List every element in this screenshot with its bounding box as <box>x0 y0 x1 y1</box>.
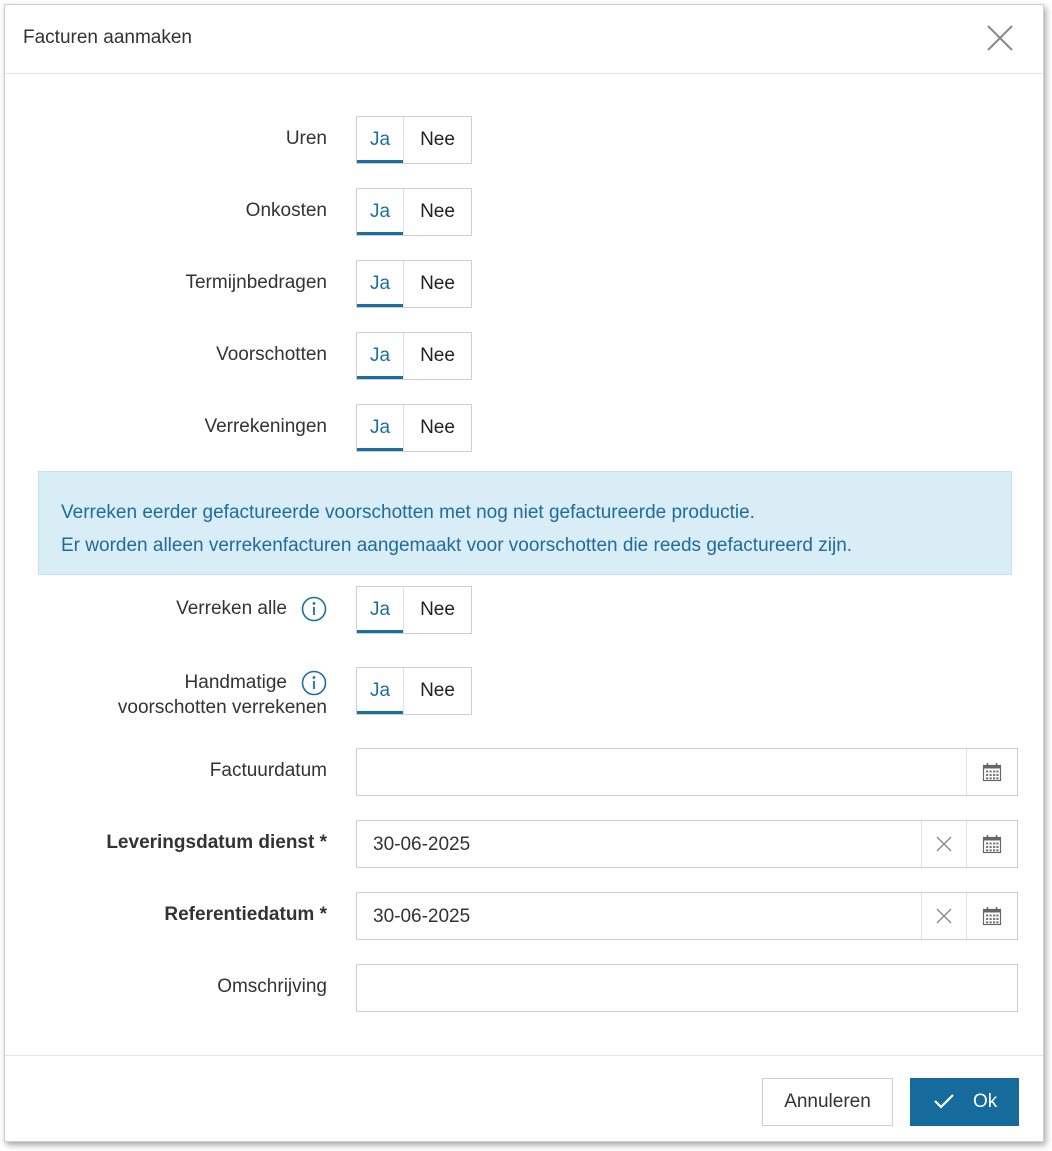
toggle-yes-option[interactable]: Ja <box>357 117 404 163</box>
field-row-reference-date <box>5 892 1045 940</box>
toggle-no-option[interactable]: Nee <box>420 273 455 294</box>
toggle-label: Uren <box>285 128 327 149</box>
toggle-label: Onkosten <box>245 200 327 221</box>
toggle-no-option[interactable]: Nee <box>420 599 455 620</box>
delivery-date-input[interactable] <box>356 820 1018 868</box>
calendar-icon <box>982 762 1002 782</box>
dialog-header <box>5 5 1043 74</box>
clear-icon <box>936 836 952 852</box>
clear-button[interactable] <box>921 893 966 939</box>
info-icon[interactable] <box>301 670 327 696</box>
field-label: Omschrijving <box>217 976 327 997</box>
clear-button[interactable] <box>921 821 966 867</box>
close-icon <box>985 23 1015 53</box>
yes-no-toggle <box>356 260 472 308</box>
toggle-row-handmatige-voorschotten <box>5 667 1045 727</box>
reference-date-input[interactable] <box>356 892 1018 940</box>
yes-no-toggle <box>356 332 472 380</box>
toggle-row-uren <box>5 116 1045 164</box>
ok-button[interactable] <box>910 1078 1019 1126</box>
field-value: 30-06-2025 <box>373 834 471 855</box>
toggle-label: Verreken alle <box>176 598 287 619</box>
toggle-yes-option[interactable]: Ja <box>357 333 404 379</box>
toggle-row-termijnbedragen <box>5 260 1045 308</box>
calendar-button[interactable] <box>966 893 1017 939</box>
calendar-button[interactable] <box>966 749 1017 795</box>
invoice-date-input[interactable] <box>356 748 1018 796</box>
info-message-line: Er worden alleen verrekenfacturen aangemaakt voor voorschotten die reeds gefactureerd zijn. <box>61 535 853 556</box>
toggle-label-line: voorschotten verrekenen <box>117 697 327 718</box>
cancel-button[interactable]: Annuleren <box>762 1078 893 1126</box>
toggle-label: Verrekeningen <box>204 416 327 437</box>
yes-no-toggle <box>356 404 472 452</box>
yes-no-toggle <box>356 586 472 634</box>
field-label: Leveringsdatum dienst * <box>106 832 327 853</box>
toggle-yes-option[interactable]: Ja <box>357 261 404 307</box>
toggle-yes-option[interactable]: Ja <box>357 189 404 235</box>
dialog-title: Facturen aanmaken <box>23 27 192 48</box>
toggle-label: Voorschotten <box>216 344 327 365</box>
toggle-label: Termijnbedragen <box>185 272 327 293</box>
toggle-yes-option[interactable]: Ja <box>357 587 404 633</box>
field-row-invoice-date <box>5 748 1045 796</box>
calendar-icon <box>982 906 1002 926</box>
toggle-row-verreken-alle <box>5 586 1045 634</box>
info-icon[interactable] <box>301 596 327 622</box>
create-invoices-dialog <box>4 4 1044 1142</box>
toggle-row-onkosten <box>5 188 1045 236</box>
close-button[interactable] <box>985 23 1015 53</box>
field-label: Referentiedatum * <box>164 904 327 925</box>
toggle-no-option[interactable]: Nee <box>420 345 455 366</box>
toggle-label <box>185 669 287 697</box>
info-message-line: Verreken eerder gefactureerde voorschotten met nog niet gefactureerde productie. <box>61 502 755 523</box>
toggle-no-option[interactable]: Nee <box>420 129 455 150</box>
toggle-no-option[interactable]: Nee <box>420 680 455 701</box>
toggle-no-option[interactable]: Nee <box>420 417 455 438</box>
clear-icon <box>936 908 952 924</box>
calendar-icon <box>982 834 1002 854</box>
toggle-row-verrekeningen <box>5 404 1045 452</box>
toggle-yes-option[interactable]: Ja <box>357 668 404 714</box>
field-label: Factuurdatum <box>209 760 327 781</box>
yes-no-toggle <box>356 188 472 236</box>
info-message-box <box>38 471 1012 575</box>
yes-no-toggle <box>356 667 472 715</box>
dialog-footer <box>5 1055 1043 1143</box>
check-icon <box>933 1092 955 1110</box>
calendar-button[interactable] <box>966 821 1017 867</box>
toggle-yes-option[interactable]: Ja <box>357 405 404 451</box>
toggle-no-option[interactable]: Nee <box>420 201 455 222</box>
toggle-row-voorschotten <box>5 332 1045 380</box>
field-row-description <box>5 964 1045 1012</box>
yes-no-toggle <box>356 116 472 164</box>
field-row-delivery-date <box>5 820 1045 868</box>
ok-button-label: Ok <box>973 1091 998 1112</box>
toggle-label-line: Handmatige <box>184 672 287 693</box>
field-value: 30-06-2025 <box>373 906 471 927</box>
description-input[interactable] <box>356 964 1018 1012</box>
